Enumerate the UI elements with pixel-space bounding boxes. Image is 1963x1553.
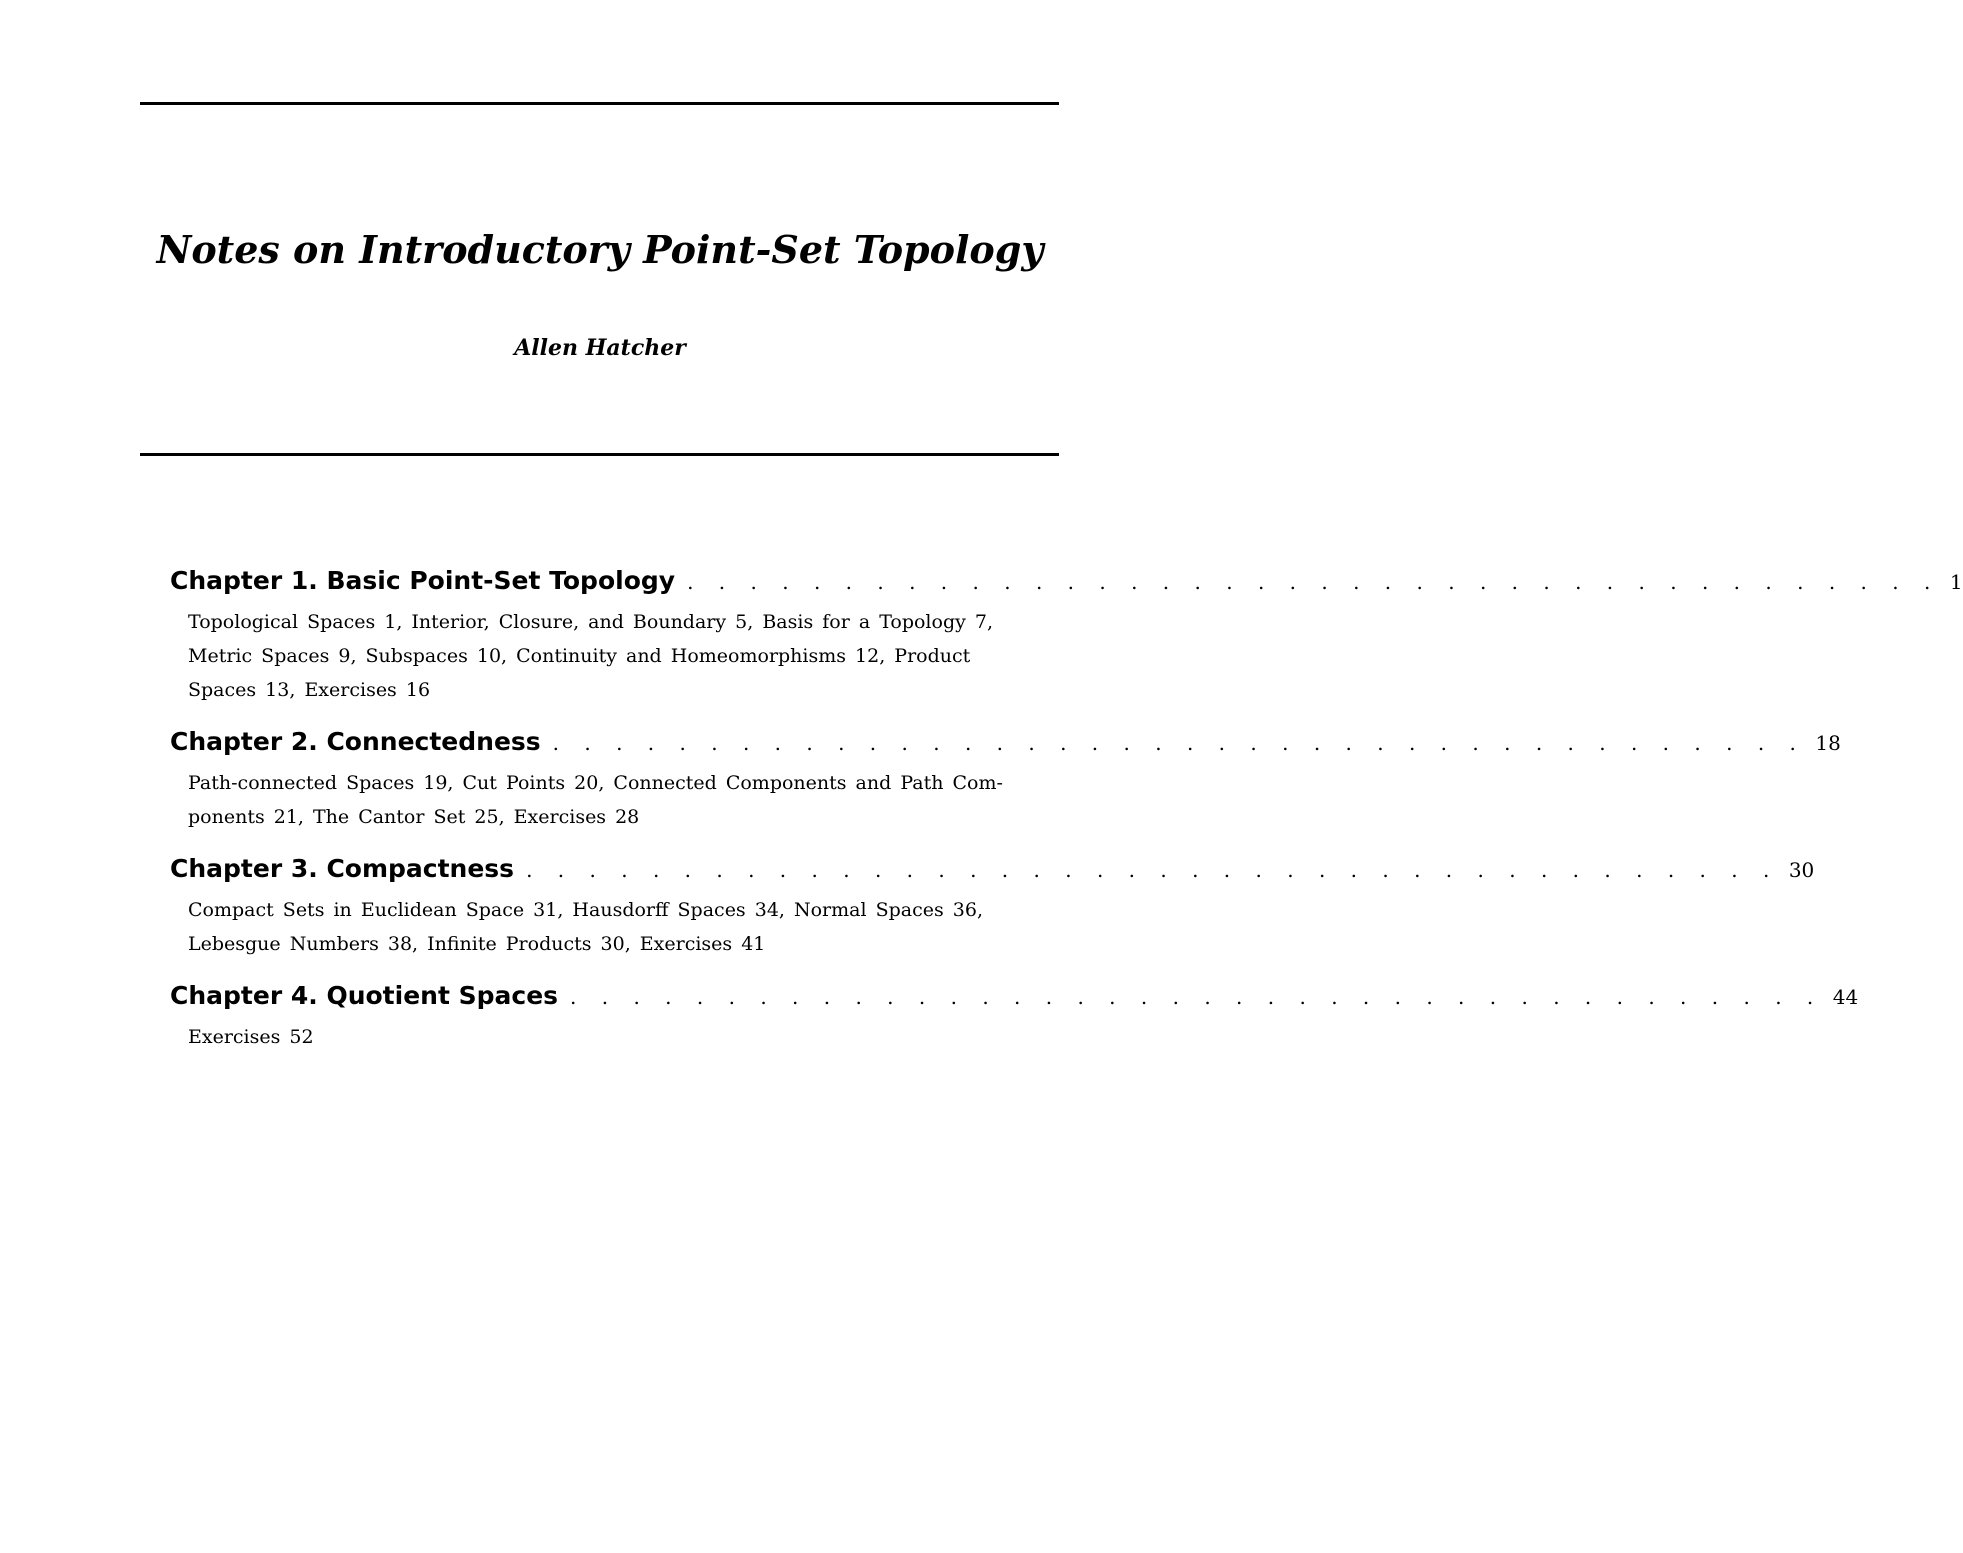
top-rule [140, 102, 1059, 105]
dot-leader: . . . . . . . . . . . . . . . . . . . . . . . . . . . . . . . . . . . . . . . . [687, 570, 1940, 594]
chapter-heading[interactable] [170, 724, 1841, 760]
toc-chapter-4[interactable] [170, 978, 1859, 1054]
section-line: Topological Spaces 1, Interior, Closure, and Boundary 5, Basis for a Topology 7, [188, 611, 994, 633]
chapter-page-number[interactable]: 1 [1949, 570, 1963, 594]
chapter-title[interactable]: Chapter 2. Connectedness [170, 727, 541, 756]
document-title: Notes on Introductory Point-Set Topology [156, 227, 1044, 272]
chapter-title[interactable]: Chapter 1. Basic Point-Set Topology [170, 566, 676, 595]
section-line: Compact Sets in Euclidean Space 31, Hausdorff Spaces 34, Normal Spaces 36, [188, 899, 983, 921]
bottom-rule [140, 453, 1059, 456]
section-line: ponents 21, The Cantor Set 25, Exercises 28 [188, 806, 640, 828]
chapter-page-number[interactable]: 18 [1815, 731, 1841, 755]
chapter-title[interactable]: Chapter 3. Compactness [170, 854, 515, 883]
chapter-page-number[interactable]: 44 [1832, 985, 1859, 1009]
chapter-page-number[interactable]: 30 [1788, 858, 1815, 882]
toc-chapter-3[interactable] [170, 851, 1815, 961]
chapter-sections [188, 1020, 1059, 1054]
chapter-sections [188, 893, 1059, 961]
chapter-title[interactable]: Chapter 4. Quotient Spaces [170, 981, 559, 1010]
chapter-heading[interactable] [170, 978, 1859, 1014]
section-line: Path-connected Spaces 19, Cut Points 20, Connected Components and Path Com- [188, 772, 1003, 794]
chapter-heading[interactable] [170, 851, 1815, 887]
toc-chapter-1[interactable] [170, 563, 1963, 707]
dot-leader: . . . . . . . . . . . . . . . . . . . . . . . . . . . . . . . . . . . . . . . . [526, 858, 1779, 882]
section-line: Exercises 52 [188, 1026, 314, 1048]
section-line: Metric Spaces 9, Subspaces 10, Continuity and Homeomorphisms 12, Product [188, 645, 971, 667]
dot-leader: . . . . . . . . . . . . . . . . . . . . . . . . . . . . . . . . . . . . . . . . [570, 985, 1823, 1009]
section-line: Spaces 13, Exercises 16 [188, 679, 431, 701]
section-line: Lebesgue Numbers 38, Infinite Products 30, Exercises 41 [188, 933, 766, 955]
chapter-sections [188, 766, 1059, 834]
document-author: Allen Hatcher [514, 335, 686, 361]
dot-leader: . . . . . . . . . . . . . . . . . . . . . . . . . . . . . . . . . . . . . . . . [552, 731, 1806, 755]
chapter-sections [188, 605, 1059, 707]
toc-chapter-2[interactable] [170, 724, 1841, 834]
chapter-heading[interactable] [170, 563, 1963, 599]
